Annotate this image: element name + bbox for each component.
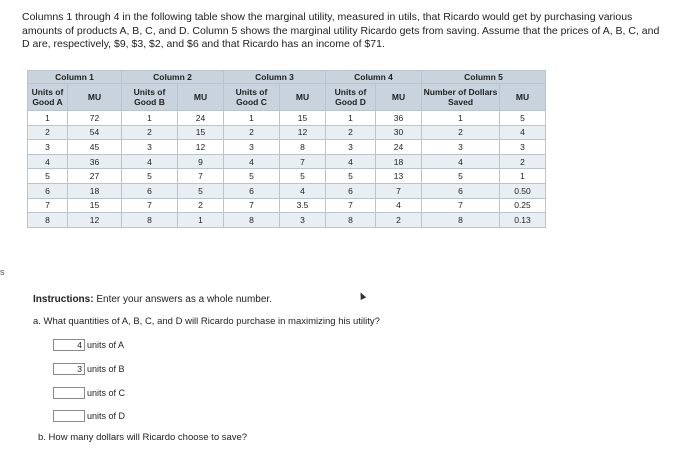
cell-mu-d: 13 — [376, 169, 422, 184]
answer-input-units-c[interactable] — [53, 387, 85, 399]
table-row — [28, 183, 546, 198]
subheader-dollars-saved: Number of Dollars Saved — [422, 84, 500, 111]
cell-units-b: 1 — [122, 111, 178, 126]
cell-units-a: 7 — [28, 198, 68, 213]
mouse-cursor-icon — [358, 291, 366, 300]
instructions-label: Instructions: — [33, 294, 94, 305]
cell-mu-b: 1 — [178, 213, 224, 228]
question-b: b. How many dollars will Ricardo choose to save? — [38, 432, 248, 443]
cell-units-c: 4 — [224, 154, 280, 169]
answer-input-units-b[interactable]: 3 — [53, 363, 85, 375]
cell-dollars-saved: 3 — [422, 140, 500, 155]
cell-mu-d: 2 — [376, 213, 422, 228]
cell-mu-a: 36 — [68, 154, 122, 169]
table-row — [28, 213, 546, 228]
cell-mu-a: 54 — [68, 125, 122, 140]
subheader-mu-c: MU — [280, 84, 326, 111]
instructions-text: Enter your answers as a whole number. — [93, 294, 272, 305]
cell-mu-saving: 0.13 — [500, 213, 546, 228]
answer-label-units-d: units of D — [87, 411, 126, 421]
subheader-units-d: Units of Good D — [326, 84, 376, 111]
cell-mu-d: 36 — [376, 111, 422, 126]
cell-units-a: 1 — [28, 111, 68, 126]
marginal-utility-table — [27, 70, 546, 228]
cell-units-c: 7 — [224, 198, 280, 213]
group-header-column-2: Column 2 — [122, 71, 224, 84]
table-row — [28, 140, 546, 155]
cell-units-c: 3 — [224, 140, 280, 155]
cell-dollars-saved: 8 — [422, 213, 500, 228]
subheader-units-b: Units of Good B — [122, 84, 178, 111]
cell-units-a: 3 — [28, 140, 68, 155]
cell-mu-d: 4 — [376, 198, 422, 213]
cell-units-b: 5 — [122, 169, 178, 184]
table-group-header-row — [28, 71, 546, 84]
cell-dollars-saved: 5 — [422, 169, 500, 184]
cell-dollars-saved: 6 — [422, 183, 500, 198]
cell-mu-c: 7 — [280, 154, 326, 169]
table-subheader-row — [28, 84, 546, 111]
subheader-mu-saving: MU — [500, 84, 546, 111]
subheader-units-c: Units of Good C — [224, 84, 280, 111]
table-body — [28, 111, 546, 228]
cell-units-d: 2 — [326, 125, 376, 140]
cell-units-c: 2 — [224, 125, 280, 140]
cell-units-d: 3 — [326, 140, 376, 155]
cell-mu-b: 15 — [178, 125, 224, 140]
cell-dollars-saved: 1 — [422, 111, 500, 126]
subheader-units-a: Units of Good A — [28, 84, 68, 111]
cell-units-b: 2 — [122, 125, 178, 140]
cell-mu-saving: 2 — [500, 154, 546, 169]
cell-mu-a: 45 — [68, 140, 122, 155]
cell-units-c: 1 — [224, 111, 280, 126]
cell-mu-a: 27 — [68, 169, 122, 184]
cell-units-b: 4 — [122, 154, 178, 169]
cell-mu-b: 5 — [178, 183, 224, 198]
cell-mu-d: 7 — [376, 183, 422, 198]
cell-mu-d: 24 — [376, 140, 422, 155]
answer-row-d — [53, 410, 125, 422]
cell-units-b: 7 — [122, 198, 178, 213]
group-header-column-1: Column 1 — [28, 71, 122, 84]
cell-units-b: 8 — [122, 213, 178, 228]
cell-units-d: 1 — [326, 111, 376, 126]
cell-mu-d: 18 — [376, 154, 422, 169]
cell-mu-saving: 0.50 — [500, 183, 546, 198]
cell-mu-saving: 4 — [500, 125, 546, 140]
cell-mu-b: 9 — [178, 154, 224, 169]
cell-mu-saving: 3 — [500, 140, 546, 155]
cell-mu-c: 5 — [280, 169, 326, 184]
cell-dollars-saved: 7 — [422, 198, 500, 213]
subheader-mu-a: MU — [68, 84, 122, 111]
cell-mu-c: 15 — [280, 111, 326, 126]
cell-units-c: 5 — [224, 169, 280, 184]
cell-units-a: 8 — [28, 213, 68, 228]
question-a: a. What quantities of A, B, C, and D will Ricardo purchase in maximizing his utility? — [33, 316, 380, 327]
cell-units-a: 4 — [28, 154, 68, 169]
cell-units-d: 8 — [326, 213, 376, 228]
table-row — [28, 198, 546, 213]
cell-units-a: 2 — [28, 125, 68, 140]
cell-units-c: 6 — [224, 183, 280, 198]
group-header-column-5: Column 5 — [422, 71, 546, 84]
cell-mu-saving: 5 — [500, 111, 546, 126]
cell-units-a: 6 — [28, 183, 68, 198]
cell-mu-c: 3.5 — [280, 198, 326, 213]
table-row — [28, 154, 546, 169]
answer-label-units-a: units of A — [87, 340, 125, 350]
answer-input-units-a[interactable]: 4 — [53, 339, 85, 351]
answer-row-a — [53, 339, 124, 351]
answer-row-b — [53, 363, 125, 375]
cell-units-d: 6 — [326, 183, 376, 198]
cell-mu-saving: 0.25 — [500, 198, 546, 213]
cell-mu-c: 4 — [280, 183, 326, 198]
answer-label-units-b: units of B — [87, 364, 125, 374]
cell-mu-b: 2 — [178, 198, 224, 213]
cell-mu-d: 30 — [376, 125, 422, 140]
cell-mu-c: 8 — [280, 140, 326, 155]
cell-mu-b: 24 — [178, 111, 224, 126]
cell-units-a: 5 — [28, 169, 68, 184]
answer-label-units-c: units of C — [87, 388, 126, 398]
group-header-column-3: Column 3 — [224, 71, 326, 84]
cell-mu-c: 12 — [280, 125, 326, 140]
cell-mu-saving: 1 — [500, 169, 546, 184]
subheader-mu-d: MU — [376, 84, 422, 111]
group-header-column-4: Column 4 — [326, 71, 422, 84]
table-row — [28, 111, 546, 126]
answer-row-c — [53, 387, 125, 399]
edge-mark: s — [0, 267, 5, 277]
answer-input-units-d[interactable] — [53, 410, 85, 422]
table-row — [28, 169, 546, 184]
cell-mu-b: 12 — [178, 140, 224, 155]
cell-units-d: 5 — [326, 169, 376, 184]
cell-mu-a: 18 — [68, 183, 122, 198]
cell-units-b: 6 — [122, 183, 178, 198]
table-row — [28, 125, 546, 140]
subheader-mu-b: MU — [178, 84, 224, 111]
instructions — [33, 294, 272, 305]
cell-units-d: 7 — [326, 198, 376, 213]
cell-dollars-saved: 2 — [422, 125, 500, 140]
problem-intro: Columns 1 through 4 in the following table show the marginal utility, measured in utils, that Ricardo would get by purchasing various amounts of products A, B, C, and D. Column 5 shows the marginal utility Ricardo gets from saving. Assume that the prices of A, B, C, and D are, respectively, $9, $3, $2, and $6 and that Ricardo has an income of $71. — [22, 11, 660, 50]
cell-mu-c: 3 — [280, 213, 326, 228]
marginal-utility-table-container — [27, 70, 546, 228]
cell-mu-a: 12 — [68, 213, 122, 228]
cell-units-b: 3 — [122, 140, 178, 155]
cell-mu-b: 7 — [178, 169, 224, 184]
cell-mu-a: 15 — [68, 198, 122, 213]
cell-units-c: 8 — [224, 213, 280, 228]
cell-mu-a: 72 — [68, 111, 122, 126]
cell-dollars-saved: 4 — [422, 154, 500, 169]
cell-units-d: 4 — [326, 154, 376, 169]
